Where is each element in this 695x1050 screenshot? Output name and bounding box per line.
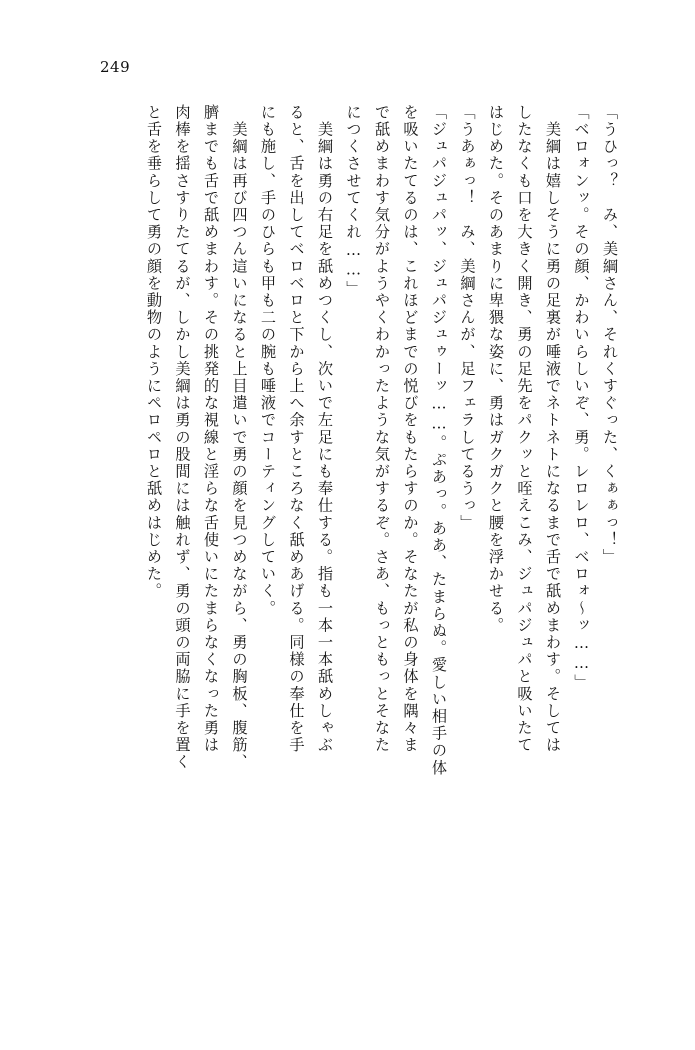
text-column: したなくも口を大きく開き、勇の足先をパクッと咥えこみ、ジュパジュパと吸いたて <box>515 104 534 754</box>
text-column: 肉棒を揺さすりたてるが、しかし美綱は勇の股間には触れず、勇の頭の両脇に手を置く <box>173 104 192 771</box>
text-column: はじめた。そのあまりに卑猥な姿に、勇はガクガクと腰を浮かせる。 <box>487 104 505 635</box>
text-column: にも施し、手のひらも甲も二の腕も唾液でコーティングしていく。 <box>259 104 277 617</box>
text-column: 「ベロォンッ。その顔、かわいらしいぞ、勇。レロレロ、ベロォ～ッ……」 <box>572 104 591 691</box>
text-column: 「ジュパジュパッ、ジュパジュゥーッ……。ぷあっ。ああ、たまらぬ。愛しい相手の体 <box>430 104 448 777</box>
text-column: 「うひっ？ み、美綱さん、それくすぐった、くぁぁっ！」 <box>601 104 619 566</box>
text-column: 「うあぁっ！ み、美綱さんが、足フェラしてるうっ」 <box>458 104 477 532</box>
text-column: 臍までも舌で舐めまわす。その挑発的な視線と淫らな舌使いにたまらなくなった勇は <box>202 104 220 754</box>
text-column: で舐めまわす気分がようやくわかったような気がするぞ。さあ、もっともっとそなた <box>373 104 391 754</box>
text-column: ると、舌を出してベロベロと下から上へ余すところなく舐めあげる。同様の奉仕を手 <box>287 104 306 754</box>
text-column: につくさせてくれ……」 <box>344 104 363 298</box>
text-column: 美綱は再び四つん這いになると上目遣いで勇の顔を見つめながら、勇の胸板、腹筋、 <box>230 104 249 771</box>
text-column: と舌を垂らして勇の顔を動物のようにペロペロと舐めはじめた。 <box>145 104 163 600</box>
text-column: 美綱は勇の右足を舐めつくし、次いで左足にも奉仕する。指も一本一本舐めしゃぶ <box>316 104 334 754</box>
page-number: 249 <box>100 58 131 76</box>
text-column: 美綱は嬉しそうに勇の足裏が唾液でネトネトになるまで舌で舐めまわす。そしては <box>544 104 562 754</box>
vertical-text-body <box>72 104 624 964</box>
text-column: を吸いたてるのは、これほどまでの悦びをもたらすのか。そなたが私の身体を隅々ま <box>401 104 420 754</box>
